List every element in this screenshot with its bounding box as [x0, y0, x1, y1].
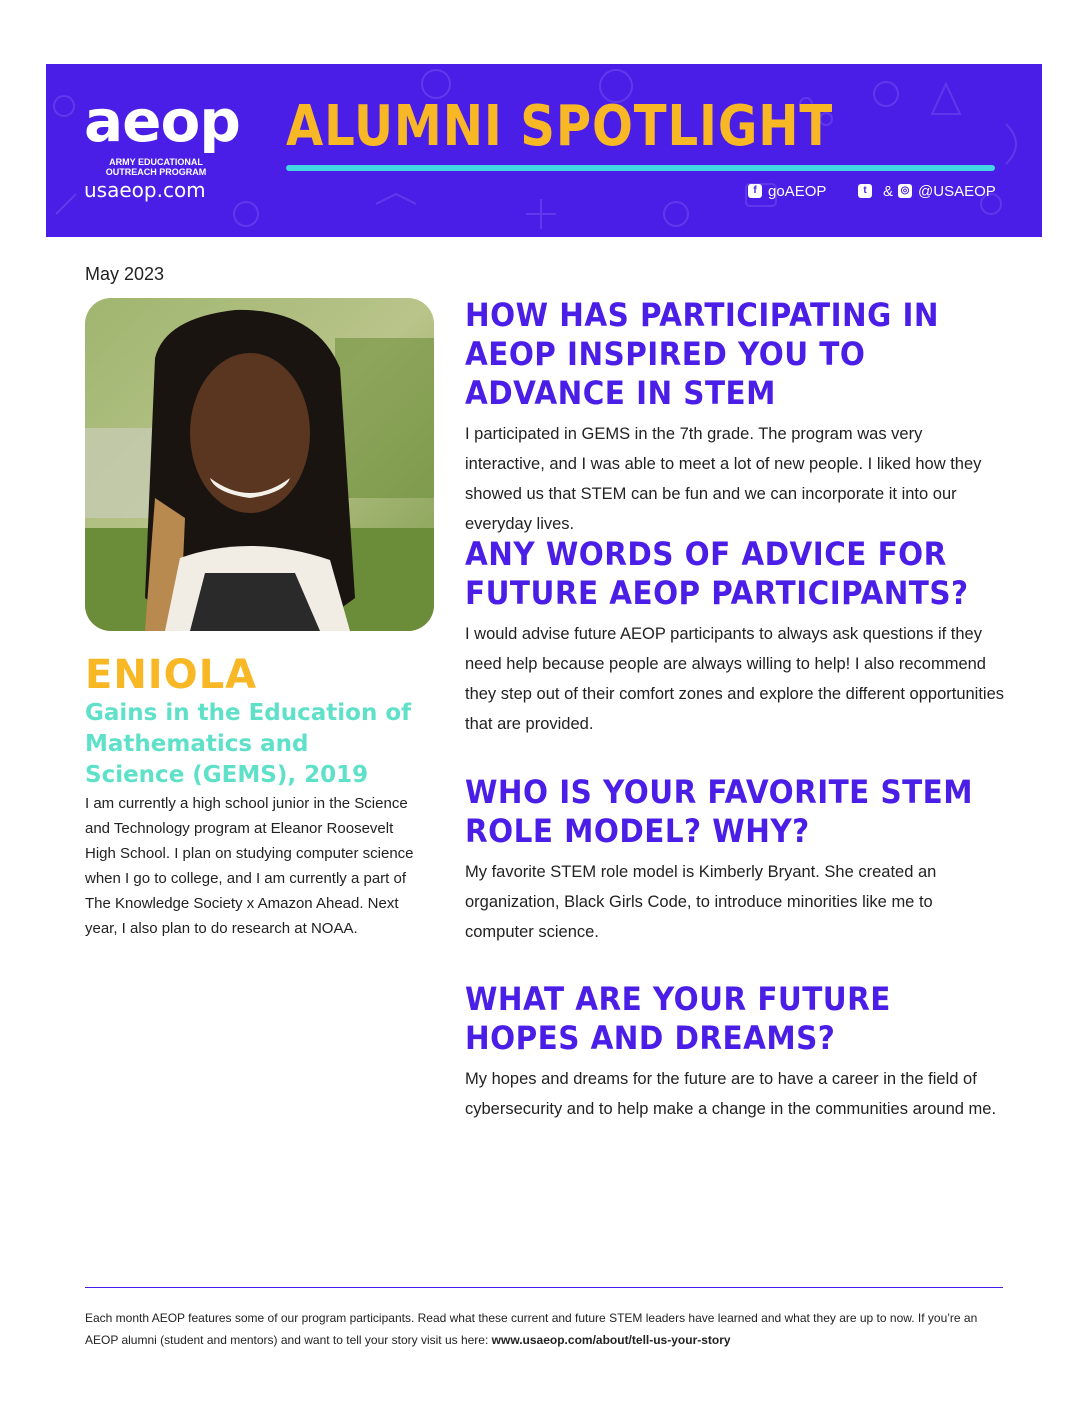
alumni-bio: I am currently a high school junior in the Science and Technology program at Eleanor Roosevelt High School. I plan on studying computer science when I go to college, and I am currently a part of The Knowledge Society x Amazon Ahead. Next year, I also plan to do research at NOAA.	[85, 795, 414, 937]
footer-link[interactable]: www.usaeop.com/about/tell-us-your-story	[491, 1333, 731, 1347]
footer-text: Each month AEOP features some of our program participants. Read what these current and future STEM leaders have learned and what they are up to now. If you’re an AEOP alumni (student and mentors) and want to tell your story visit us here:	[85, 1311, 978, 1347]
facebook-icon: f	[748, 184, 762, 198]
qa-section-4	[465, 980, 1005, 1124]
qa-section-3	[465, 773, 1005, 947]
program-name: Gains in the Education of Mathematics and Science (GEMS), 2019	[85, 700, 412, 788]
question-heading: HOW HAS PARTICIPATING IN AEOP INSPIRED YOU TO ADVANCE IN STEM	[465, 296, 939, 412]
question-heading: WHO IS YOUR FAVORITE STEM ROLE MODEL? WHY?	[465, 773, 973, 850]
title-underline	[286, 165, 995, 171]
question-heading: WHAT ARE YOUR FUTURE HOPES AND DREAMS?	[465, 980, 891, 1057]
qa-section-1	[465, 296, 1005, 539]
instagram-icon: ◎	[898, 184, 912, 198]
footer-divider	[85, 1287, 1003, 1288]
answer-text: I would advise future AEOP participants to always ask questions if they need help because people are always willing to help! I also recommend they step out of their comfort zones and explore the different opportunities that are provided.	[465, 625, 1005, 733]
question-heading: ANY WORDS OF ADVICE FOR FUTURE AEOP PARTICIPANTS?	[465, 535, 969, 612]
logo-url[interactable]: usaeop.com	[84, 178, 206, 202]
answer-text: My favorite STEM role model is Kimberly Bryant. She created an organization, Black Girls Code, to introduce minorities like me to computer science.	[465, 863, 937, 941]
facebook-link[interactable]: f goAEOP	[748, 182, 826, 200]
answer-text: I participated in GEMS in the 7th grade. The program was very interactive, and I was able to meet a lot of new people. I liked how they showed us that STEM can be fun and we can incorporate it into our everyday lives.	[465, 425, 982, 533]
aeop-logo: aeop	[84, 87, 240, 155]
alumni-name: ENIOLA	[85, 652, 258, 698]
qa-section-2	[465, 535, 1005, 739]
answer-text: My hopes and dreams for the future are to have a career in the field of cybersecurity and to help make a change in the communities around me.	[465, 1070, 997, 1118]
profile-photo	[85, 298, 434, 631]
logo-subtitle: ARMY EDUCATIONAL OUTREACH PROGRAM	[105, 157, 207, 177]
footer	[85, 1307, 1005, 1351]
twitter-instagram-link[interactable]: t & ◎ @USAEOP	[858, 182, 996, 200]
twitter-icon: t	[858, 184, 872, 198]
issue-date: May 2023	[85, 264, 165, 284]
header-banner	[46, 64, 1042, 237]
page-title: ALUMNI SPOTLIGHT	[286, 94, 834, 159]
